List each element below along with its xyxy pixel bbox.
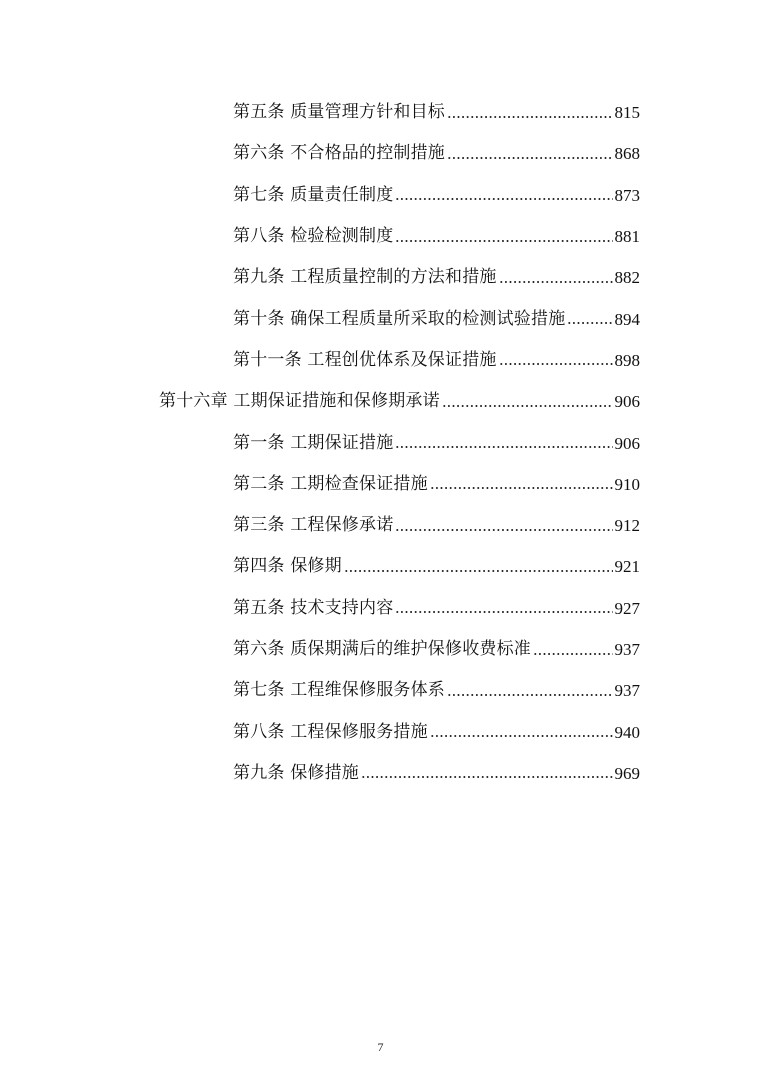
toc-entry[interactable] [0, 92, 761, 133]
toc-entry-title: 第六条 不合格品的控制措施 [233, 143, 446, 164]
toc-entry-page: 937 [614, 640, 640, 659]
toc-leader-dots [361, 769, 612, 786]
toc-entry-page: 921 [614, 557, 640, 577]
toc-entry-page: 910 [614, 474, 640, 494]
toc-leader-dots [499, 356, 613, 373]
toc-leader-dots [395, 604, 612, 621]
toc-entry[interactable] [0, 670, 761, 711]
toc-leader-dots [395, 191, 612, 208]
toc-entry-page: 906 [614, 433, 640, 453]
toc-entry[interactable] [0, 464, 761, 505]
toc-entry-title: 第九条 保修措施 [233, 762, 360, 783]
toc-entry-page: 898 [614, 350, 640, 370]
toc-leader-dots [395, 439, 612, 456]
toc-leader-dots [344, 562, 613, 579]
toc-entry-title: 第八条 工程保修服务措施 [233, 721, 428, 742]
toc-leader-dots [447, 108, 612, 125]
toc-entry[interactable] [0, 133, 761, 174]
toc-entry-title: 第十一条 工程创优体系及保证措施 [233, 349, 497, 370]
toc-entry-page: 969 [614, 763, 640, 783]
toc-leader-dots [447, 149, 612, 166]
toc-entry[interactable] [0, 175, 761, 216]
toc-entry-title: 第一条 工期保证措施 [233, 432, 394, 453]
toc-leader-dots [430, 480, 613, 497]
toc-entry-title: 第二条 工期检查保证措施 [233, 473, 428, 494]
toc-entry-title: 第八条 检验检测制度 [233, 226, 394, 247]
toc-entry-page: 912 [614, 516, 640, 536]
toc-entry-page: 815 [614, 103, 640, 123]
toc-leader-dots [395, 232, 612, 249]
toc-entry-page: 873 [614, 185, 640, 205]
toc-entry[interactable] [0, 257, 761, 298]
toc-chapter-entry[interactable] [0, 381, 761, 422]
toc-entry-title: 第九条 工程质量控制的方法和措施 [233, 267, 497, 288]
toc-entry-page: 940 [614, 722, 640, 742]
toc-entry-title: 第七条 工程维保修服务体系 [233, 680, 446, 701]
toc-leader-dots [442, 397, 613, 414]
toc-entry-title: 第五条 质量管理方针和目标 [233, 102, 446, 123]
toc-entry[interactable] [0, 546, 761, 587]
toc-entry-title: 第七条 质量责任制度 [233, 184, 394, 205]
toc-leader-dots [395, 521, 612, 538]
toc-entry[interactable] [0, 753, 761, 794]
toc-entry[interactable] [0, 629, 761, 670]
toc-entry-page: 927 [614, 598, 640, 618]
toc-entry-title: 第十六章 工期保证措施和保修期承诺 [159, 391, 440, 412]
toc-entry-page: 894 [614, 309, 640, 329]
toc-leader-dots [430, 728, 613, 745]
toc-entry-title: 第十条 确保工程质量所采取的检测试验措施 [233, 308, 566, 329]
toc-leader-dots [499, 273, 613, 290]
toc-entry-page: 882 [614, 268, 640, 288]
toc-entry-title: 第六条 质保期满后的维护保修收费标准 [233, 639, 532, 659]
toc-leader-dots [567, 315, 612, 332]
toc-entry-page: 868 [614, 144, 640, 164]
toc-entry-page: 881 [614, 227, 640, 247]
toc-entry[interactable] [0, 216, 761, 257]
toc-entry[interactable] [0, 588, 761, 629]
table-of-contents [0, 92, 761, 794]
toc-entry-page: 937 [614, 681, 640, 701]
toc-entry[interactable] [0, 422, 761, 463]
toc-entry[interactable] [0, 340, 761, 381]
toc-entry[interactable] [0, 711, 761, 752]
toc-leader-dots [447, 686, 612, 703]
toc-entry-title: 第四条 保修期 [233, 556, 342, 577]
toc-leader-dots [533, 645, 612, 662]
toc-entry[interactable] [0, 298, 761, 339]
page-number: 7 [377, 1040, 384, 1054]
toc-entry[interactable] [0, 505, 761, 546]
toc-entry-page: 906 [614, 392, 640, 412]
toc-entry-title: 第三条 工程保修承诺 [233, 515, 394, 536]
toc-entry-title: 第五条 技术支持内容 [233, 597, 394, 618]
